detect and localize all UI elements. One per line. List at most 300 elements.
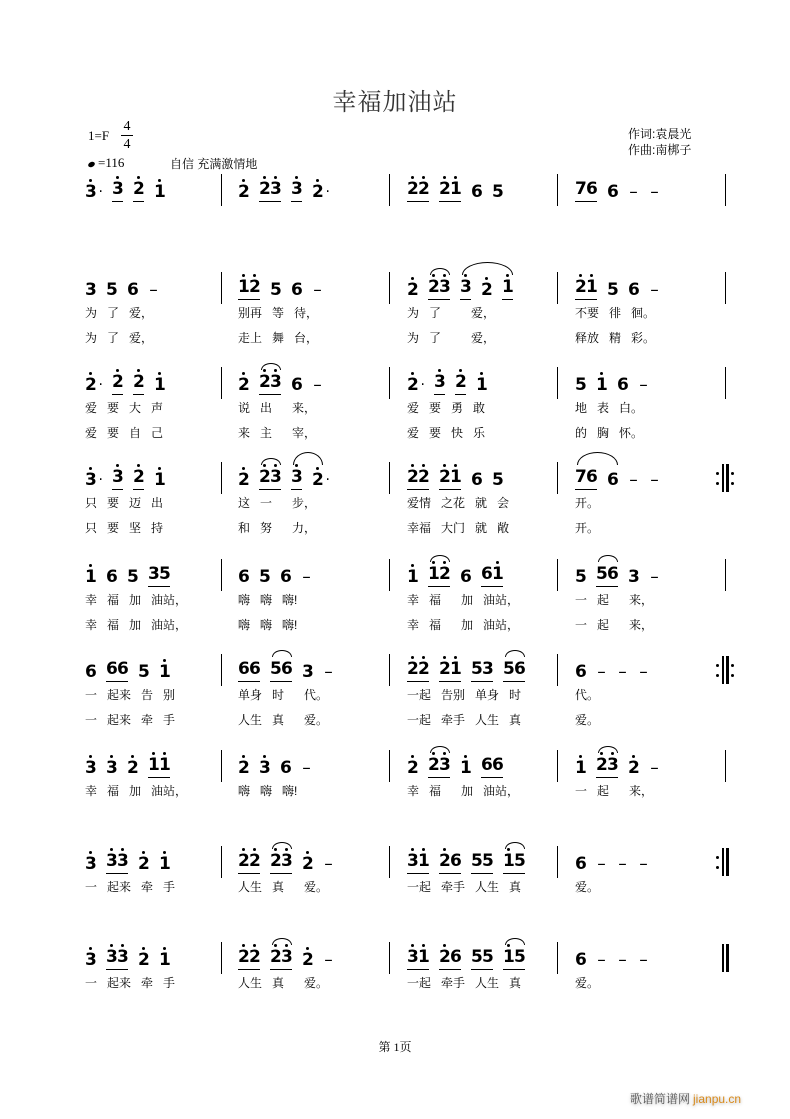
note — [301, 567, 312, 587]
barline-thick — [726, 464, 729, 492]
note-digit: 1 — [418, 947, 430, 967]
measure — [575, 178, 670, 202]
note-digit: 6 — [586, 467, 598, 487]
barline — [557, 272, 558, 304]
eighth-note-group — [503, 851, 525, 874]
note-digit: 3 — [85, 854, 97, 874]
note-digit: 1 — [450, 179, 462, 199]
note-digit: 1 — [586, 277, 598, 297]
barline-thin — [722, 464, 724, 492]
barline — [221, 272, 222, 304]
note-digit: 5 — [270, 659, 282, 679]
tie-slur — [430, 268, 450, 275]
barline — [557, 174, 558, 206]
lyric-segment: 人生 真 爱。 — [238, 976, 329, 990]
measure — [407, 563, 513, 587]
lyric-segment: 一 起来 牵 手 — [85, 713, 176, 727]
page-number: 第 1页 — [378, 1040, 412, 1054]
notes-line — [0, 371, 790, 395]
sustain-dash: – — [650, 182, 659, 202]
note-digit: 2 · — [312, 470, 323, 490]
measure — [238, 850, 344, 874]
measure — [238, 563, 322, 587]
lyricist: 作词:袁晨光 — [628, 127, 692, 141]
note — [323, 950, 334, 970]
note-digit: 1 — [85, 567, 97, 587]
measure — [85, 850, 180, 874]
repeat-dot — [716, 472, 719, 475]
eighth-note-group — [575, 277, 597, 300]
tie-slur — [272, 650, 292, 657]
note-digit: 2 — [138, 950, 150, 970]
note-digit: 2 — [238, 758, 250, 778]
lyric-segment: 幸 福 加 油站， — [85, 593, 188, 607]
lyric-segment: 为 了 爱， — [85, 306, 154, 320]
barline-thin — [722, 656, 724, 684]
sustain-dash: – — [629, 182, 638, 202]
barline — [221, 367, 222, 399]
note-digit: 6 — [471, 182, 483, 202]
note-digit: 2 · — [407, 375, 418, 395]
note-digit: 2 — [259, 179, 271, 199]
note — [638, 375, 649, 395]
barline-thin — [722, 944, 724, 972]
note-digit: 3 — [85, 950, 97, 970]
note-digit: 2 — [628, 758, 640, 778]
note — [575, 758, 586, 778]
tie-slur — [293, 452, 323, 465]
note — [154, 470, 165, 490]
sustain-dash: – — [650, 567, 659, 587]
note-digit: 2 — [481, 280, 493, 300]
note — [302, 662, 313, 682]
note — [159, 662, 170, 682]
notes-line — [0, 658, 790, 682]
eighth-note-group — [596, 755, 618, 778]
eighth-note-group — [428, 564, 450, 587]
note-digit: 1 — [159, 662, 171, 682]
note-digit: 3 — [112, 179, 124, 199]
note-digit: 2 — [418, 467, 430, 487]
note — [460, 758, 471, 778]
note — [85, 567, 96, 587]
barline — [389, 846, 390, 878]
note — [649, 280, 660, 300]
note-digit: 1 — [407, 567, 419, 587]
note-digit: 2 — [238, 470, 250, 490]
note — [138, 662, 149, 682]
note-digit: 1 — [238, 277, 250, 297]
lyrics-verse-2 — [0, 711, 790, 727]
sustain-dash: – — [650, 470, 659, 490]
note-digit: 6 — [85, 662, 97, 682]
barline — [557, 942, 558, 974]
barline — [725, 750, 726, 782]
lyric-segment: 一 起 来， — [575, 784, 654, 798]
note-digit: 2 — [238, 182, 250, 202]
note — [127, 567, 138, 587]
note-digit: 3 — [628, 567, 640, 587]
measure — [85, 276, 169, 300]
note-digit: 6 — [628, 280, 640, 300]
measure — [85, 178, 175, 202]
barline — [221, 942, 222, 974]
eighth-note-group — [575, 467, 597, 490]
sustain-dash: – — [313, 375, 322, 395]
note-digit: 6 — [575, 662, 587, 682]
note — [133, 372, 144, 395]
note-digit: 1 — [460, 758, 472, 778]
repeat-dot — [716, 866, 719, 869]
note-digit: 5 — [607, 280, 619, 300]
note-digit: 3 · — [85, 470, 96, 490]
note — [617, 854, 628, 874]
note — [638, 662, 649, 682]
note-digit: 2 — [418, 659, 430, 679]
lyric-segment: 一 起 来， — [575, 593, 654, 607]
note-digit: 3 — [117, 947, 129, 967]
barline — [557, 367, 558, 399]
note-digit: 2 — [238, 375, 250, 395]
note — [575, 950, 586, 970]
note-digit: 1 — [596, 375, 608, 395]
note-digit: 6 — [106, 567, 118, 587]
barline — [389, 750, 390, 782]
note — [312, 470, 323, 490]
lyric-segment: 代。 — [575, 688, 600, 702]
note-digit: 6 — [514, 659, 526, 679]
lyric-segment: 幸 福 加 油站， — [407, 593, 520, 607]
eighth-note-group — [238, 947, 260, 970]
note-digit: 3 — [439, 277, 451, 297]
note — [154, 182, 165, 202]
note-digit: 2 — [407, 280, 419, 300]
note — [301, 758, 312, 778]
barline — [725, 367, 726, 399]
note-digit: 2 — [270, 851, 282, 871]
sustain-dash: – — [302, 758, 311, 778]
eighth-note-group — [439, 179, 461, 202]
lyric-segment: 一起 牵手 人生 真 — [407, 880, 522, 894]
lyric-segment: 爱 要 自 己 — [85, 426, 164, 440]
note — [628, 470, 639, 490]
note — [407, 567, 418, 587]
notes-line — [0, 466, 790, 490]
note — [407, 375, 418, 395]
repeat-dot — [716, 664, 719, 667]
note-digit: 1 — [503, 947, 515, 967]
note — [649, 182, 660, 202]
eighth-note-group — [439, 467, 461, 490]
note-digit: 5 — [106, 280, 118, 300]
lyric-segment: 这 一 步， — [238, 496, 317, 510]
note-digit: 1 — [492, 564, 504, 584]
note — [460, 567, 471, 587]
lyric-segment: 爱 要 大 声 — [85, 401, 164, 415]
note-digit: 5 — [471, 947, 483, 967]
note-digit: 5 — [575, 567, 587, 587]
barline — [389, 462, 390, 494]
measure — [85, 466, 175, 490]
barline — [725, 272, 726, 304]
note-digit: 3 — [270, 467, 282, 487]
sustain-dash: – — [324, 662, 333, 682]
eighth-note-group — [439, 947, 461, 970]
note-digit: 1 — [159, 854, 171, 874]
notes-line — [0, 946, 790, 970]
note — [471, 182, 482, 202]
measure — [407, 946, 535, 970]
note — [291, 467, 302, 490]
lyric-segment: 爱 要 快 乐 — [407, 426, 486, 440]
note-digit: 1 — [502, 277, 514, 297]
note-digit: 6 — [607, 470, 619, 490]
note — [159, 854, 170, 874]
note-digit: 3 — [281, 851, 293, 871]
measure — [238, 946, 344, 970]
note — [238, 182, 249, 202]
note-digit: 2 — [249, 947, 261, 967]
sustain-dash: – — [597, 950, 606, 970]
note — [154, 375, 165, 395]
note-digit: 3 — [302, 662, 314, 682]
note-digit: 2 — [455, 372, 467, 392]
note-digit: 1 — [503, 851, 515, 871]
note-digit: 3 — [270, 372, 282, 392]
lyric-segment: 爱。 — [575, 976, 600, 990]
note-digit: 2 — [428, 755, 440, 775]
lyrics-verse-1 — [0, 686, 790, 702]
tie-slur — [272, 938, 292, 945]
note-digit: 2 · — [85, 375, 96, 395]
note — [85, 758, 96, 778]
note — [85, 854, 96, 874]
eighth-note-group — [259, 467, 281, 490]
note — [476, 375, 487, 395]
note — [280, 567, 291, 587]
note — [85, 470, 96, 490]
lyric-segment: 为 了 爱， — [85, 331, 154, 345]
note — [617, 375, 628, 395]
note — [481, 280, 492, 300]
eighth-note-group — [148, 564, 170, 587]
note-digit: 1 — [575, 758, 587, 778]
measure — [575, 563, 670, 587]
measure — [238, 276, 333, 300]
eighth-note-group — [106, 659, 128, 682]
tie-slur — [430, 746, 450, 753]
notes-line — [0, 178, 790, 202]
note-digit: 3 — [106, 947, 118, 967]
note-digit: 5 — [471, 659, 483, 679]
lyric-segment: 一 起来 牵 手 — [85, 976, 176, 990]
measure — [85, 563, 180, 587]
measure — [407, 754, 513, 778]
eighth-note-group — [270, 947, 292, 970]
note — [280, 758, 291, 778]
watermark-site: jianpu.cn — [693, 1092, 742, 1106]
note-digit: 5 — [514, 947, 526, 967]
tie-slur — [505, 650, 525, 657]
note-digit: 1 — [159, 950, 171, 970]
note — [628, 182, 639, 202]
measure — [85, 658, 180, 682]
measure — [85, 946, 180, 970]
note — [133, 467, 144, 490]
lyric-segment: 一起 牵手 人生 真 — [407, 713, 522, 727]
eighth-note-group — [238, 277, 260, 300]
eighth-note-group — [407, 179, 429, 202]
note — [407, 758, 418, 778]
note-digit: 2 — [407, 467, 419, 487]
note-digit: 2 — [133, 179, 145, 199]
note-digit: 2 — [407, 179, 419, 199]
note — [291, 280, 302, 300]
lyric-segment: 只 要 迈 出 — [85, 496, 164, 510]
note-digit: 5 — [127, 567, 139, 587]
barline — [221, 654, 222, 686]
note — [502, 277, 513, 300]
note — [112, 467, 123, 490]
tempo-marking — [88, 155, 124, 171]
note-digit: 3 — [117, 851, 129, 871]
measure — [575, 850, 659, 874]
watermark — [630, 1090, 741, 1107]
measure — [238, 754, 322, 778]
tie-slur — [462, 262, 513, 275]
lyric-segment: 为 了 爱， — [407, 331, 496, 345]
note-digit: 6 — [291, 375, 303, 395]
final-barline — [722, 944, 730, 972]
time-signature-bottom: 4 — [123, 137, 131, 152]
note — [617, 950, 628, 970]
note — [628, 280, 639, 300]
note — [649, 758, 660, 778]
lyrics-verse-2 — [0, 519, 790, 535]
note — [312, 280, 323, 300]
note-digit: 6 — [450, 947, 462, 967]
lyric-segment: 一 起来 牵 手 — [85, 880, 176, 894]
note — [434, 372, 445, 395]
measure — [238, 178, 339, 202]
note-digit: 3 — [439, 755, 451, 775]
lyrics-verse-1 — [0, 878, 790, 894]
measure — [575, 658, 659, 682]
lyric-segment: 不要 徘 徊。 — [575, 306, 656, 320]
tie-slur — [261, 458, 281, 465]
sustain-dash: – — [313, 280, 322, 300]
note-digit: 6 — [280, 567, 292, 587]
notes-line — [0, 563, 790, 587]
note — [127, 280, 138, 300]
lyric-segment: 和 努 力， — [238, 521, 317, 535]
note-digit: 2 — [439, 179, 451, 199]
lyrics-verse-1 — [0, 399, 790, 415]
lyrics-verse-1 — [0, 591, 790, 607]
repeat-dot — [716, 674, 719, 677]
note-digit: 2 — [133, 467, 145, 487]
note-digit: 5 — [482, 947, 494, 967]
note — [638, 854, 649, 874]
measure — [85, 754, 180, 778]
note — [238, 470, 249, 490]
sustain-dash: – — [639, 375, 648, 395]
lyrics-verse-1 — [0, 782, 790, 798]
note — [302, 854, 313, 874]
tie-slur — [598, 746, 618, 753]
note-digit: 3 — [106, 851, 118, 871]
barline — [221, 750, 222, 782]
sustain-dash: – — [639, 854, 648, 874]
lyric-segment: 幸 福 加 油站， — [407, 618, 520, 632]
key-signature: 1=F — [88, 128, 110, 143]
note-digit: 6 — [291, 280, 303, 300]
note-digit: 6 — [586, 179, 598, 199]
lyric-segment: 一 起来 告 别 — [85, 688, 176, 702]
sustain-dash: – — [324, 854, 333, 874]
note — [85, 662, 96, 682]
note-digit: 3 — [291, 179, 303, 199]
barline — [389, 367, 390, 399]
note — [638, 950, 649, 970]
note-digit: 3 — [106, 758, 118, 778]
eighth-note-group — [106, 851, 128, 874]
note-digit: 1 — [154, 470, 166, 490]
note-digit: 7 — [575, 467, 587, 487]
watermark-name: 歌谱简谱网 — [630, 1092, 691, 1106]
note-digit: 6 — [481, 755, 493, 775]
note-digit: 2 — [138, 854, 150, 874]
lyric-segment: 幸 福 加 油站， — [85, 784, 188, 798]
composer: 作曲:南梆子 — [628, 143, 692, 157]
eighth-note-group — [259, 179, 281, 202]
note — [106, 567, 117, 587]
note-digit: 2 — [428, 277, 440, 297]
expression-marking: 自信 充满激情地 — [170, 157, 258, 171]
eighth-note-group — [439, 851, 461, 874]
note — [85, 182, 96, 202]
eighth-note-group — [407, 947, 429, 970]
note — [649, 470, 660, 490]
note-digit: 3 — [85, 758, 97, 778]
lyric-segment: 单身 时 代。 — [238, 688, 329, 702]
measure — [575, 276, 670, 300]
note-digit: 6 — [117, 659, 129, 679]
barline — [221, 559, 222, 591]
lyric-segment: 人生 真 爱。 — [238, 713, 329, 727]
repeat-dot — [731, 674, 734, 677]
measure — [407, 178, 513, 202]
note — [259, 567, 270, 587]
note-digit: 1 — [154, 375, 166, 395]
sustain-dash: – — [149, 280, 158, 300]
note — [607, 470, 618, 490]
note-digit: 5 — [138, 662, 150, 682]
note-digit: 6 — [238, 659, 250, 679]
note-digit: 5 — [259, 567, 271, 587]
eighth-note-group — [481, 755, 503, 778]
note-digit: 6 — [127, 280, 139, 300]
note-digit: 3 — [259, 758, 271, 778]
repeat-dot — [731, 482, 734, 485]
measure — [238, 371, 333, 395]
repeat-barline — [722, 656, 730, 684]
note-digit: 5 — [492, 182, 504, 202]
measure — [407, 276, 523, 300]
note — [596, 950, 607, 970]
credits — [628, 126, 691, 158]
note — [159, 950, 170, 970]
